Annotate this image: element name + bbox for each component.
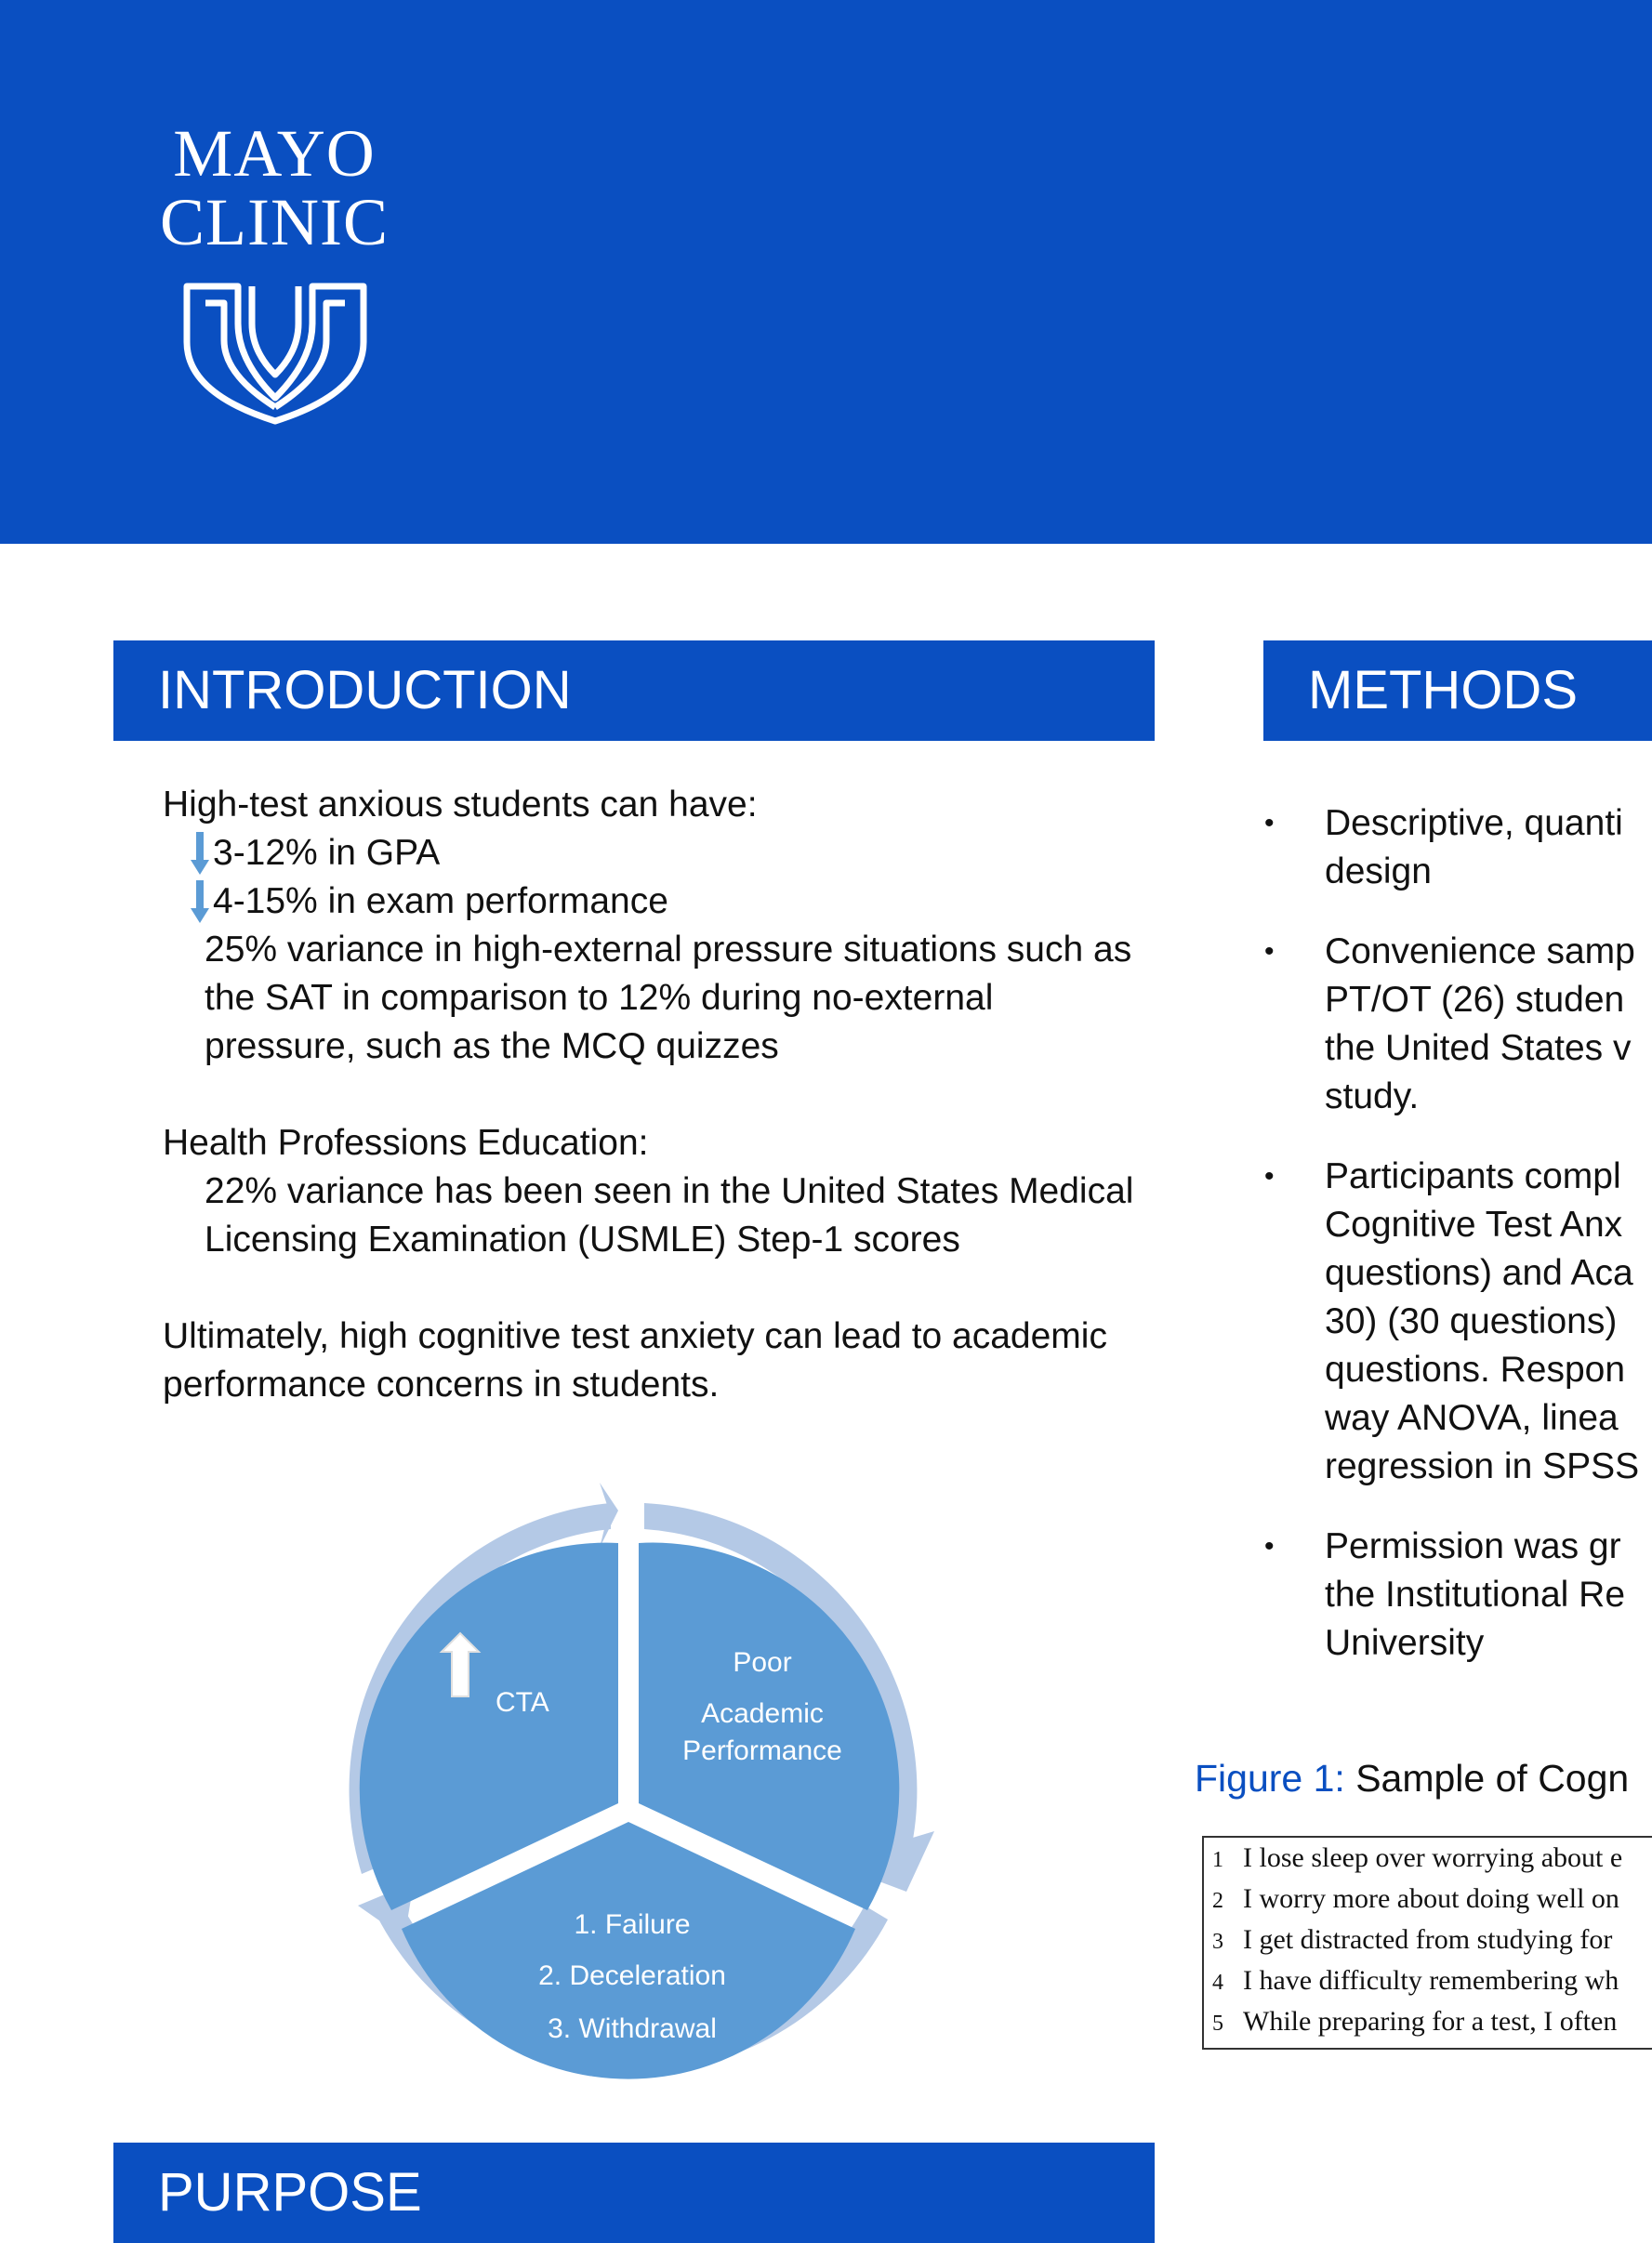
methods-bullet-line: University (1325, 1623, 1485, 1663)
down-arrow-icon (191, 880, 209, 923)
poor-line-2: Academic (701, 1698, 824, 1729)
methods-body (1264, 799, 1652, 1699)
methods-bullet (1264, 1153, 1652, 1491)
logo-wordmark (130, 116, 418, 259)
row-number: 4 (1212, 1971, 1223, 1995)
methods-bullet-line: 30) (30 questions) (1325, 1301, 1618, 1341)
introduction-body (163, 781, 1148, 1409)
logo-line-1: MAYO (173, 116, 376, 191)
methods-bullet-line: the United States v (1325, 1028, 1632, 1068)
outcome-3: 3. Withdrawal (548, 2013, 717, 2044)
header-banner (0, 0, 1652, 544)
table-row (1204, 2001, 1652, 2042)
methods-bullet-line: study. (1325, 1076, 1420, 1116)
purpose-heading: PURPOSE (113, 2143, 1155, 2243)
row-text: I lose sleep over worrying about e (1243, 1842, 1623, 1873)
methods-bullet-line: Cognitive Test Anx (1325, 1205, 1623, 1245)
methods-bullet (1264, 799, 1652, 896)
methods-bullet-line: • Permission was gr (1325, 1526, 1621, 1566)
introduction-heading: INTRODUCTION (113, 640, 1155, 741)
figure-caption (1195, 1757, 1629, 1801)
intro-conclusion: Ultimately, high cognitive test anxiety can lead to academic performance concerns in students. (163, 1316, 1107, 1405)
methods-bullet (1264, 1523, 1652, 1668)
methods-bullet-line: way ANOVA, linea (1325, 1398, 1619, 1438)
row-number: 1 (1212, 1848, 1223, 1872)
row-text: I get distracted from studying for (1243, 1924, 1613, 1955)
table-row (1204, 1879, 1652, 1920)
methods-bullet-line: • Participants compl (1325, 1156, 1621, 1196)
down-arrow-icon (191, 832, 209, 875)
methods-bullet-line: PT/OT (26) studen (1325, 980, 1625, 1020)
stat-gpa-text: 3-12% in GPA (213, 833, 441, 873)
row-text: I worry more about doing well on (1243, 1883, 1619, 1914)
stat-exam-text: 4-15% in exam performance (213, 881, 668, 921)
row-number: 5 (1212, 2012, 1223, 2036)
methods-bullet-line: design (1325, 851, 1432, 891)
methods-heading: METHODS (1263, 640, 1652, 741)
cta-label: CTA (496, 1687, 549, 1718)
table-row (1204, 1960, 1652, 2001)
methods-bullet-line: • Convenience samp (1325, 931, 1635, 971)
methods-bullet-line: questions) and Aca (1325, 1253, 1633, 1293)
intro-stat-exam (163, 877, 1148, 926)
mayo-clinic-logo (130, 116, 428, 426)
methods-bullet (1264, 928, 1652, 1121)
outcome-2: 2. Deceleration (538, 1960, 726, 1991)
table-row (1204, 1920, 1652, 1960)
figure-label: Figure 1: (1195, 1757, 1345, 1800)
row-text: I have difficulty remembering wh (1243, 1965, 1619, 1996)
logo-line-2: CLINIC (160, 185, 389, 259)
row-number: 3 (1212, 1930, 1223, 1954)
methods-bullet-list (1264, 799, 1652, 1668)
methods-bullet-line: questions. Respon (1325, 1350, 1626, 1390)
figure-sample-table (1202, 1836, 1652, 2050)
poor-line-1: Poor (733, 1647, 792, 1678)
row-text: While preparing for a test, I often (1243, 2006, 1618, 2037)
intro-hpe-heading: Health Professions Education: (163, 1123, 649, 1163)
outcome-1: 1. Failure (574, 1909, 691, 1940)
intro-lead: High-test anxious students can have: (163, 785, 758, 825)
figure-caption-text: Sample of Cogn (1344, 1757, 1630, 1800)
methods-bullet-line: regression in SPSS (1325, 1446, 1640, 1486)
intro-stat-variance: 25% variance in high-external pressure situations such as the SAT in comparison to 12% during no-external pressure, such as the MCQ quizzes (205, 930, 1132, 1066)
intro-stat-gpa (163, 829, 1148, 877)
row-number: 2 (1212, 1889, 1223, 1913)
cta-cycle-diagram (293, 1455, 962, 2124)
table-row (1204, 1838, 1652, 1879)
shield-icon (182, 268, 368, 426)
poor-line-3: Performance (682, 1735, 842, 1766)
methods-bullet-line: • Descriptive, quanti (1325, 803, 1623, 843)
methods-bullet-line: the Institutional Re (1325, 1575, 1626, 1615)
intro-stat-usmle: 22% variance has been seen in the United States Medical Licensing Examination (USMLE) Step-1 scores (205, 1171, 1134, 1260)
